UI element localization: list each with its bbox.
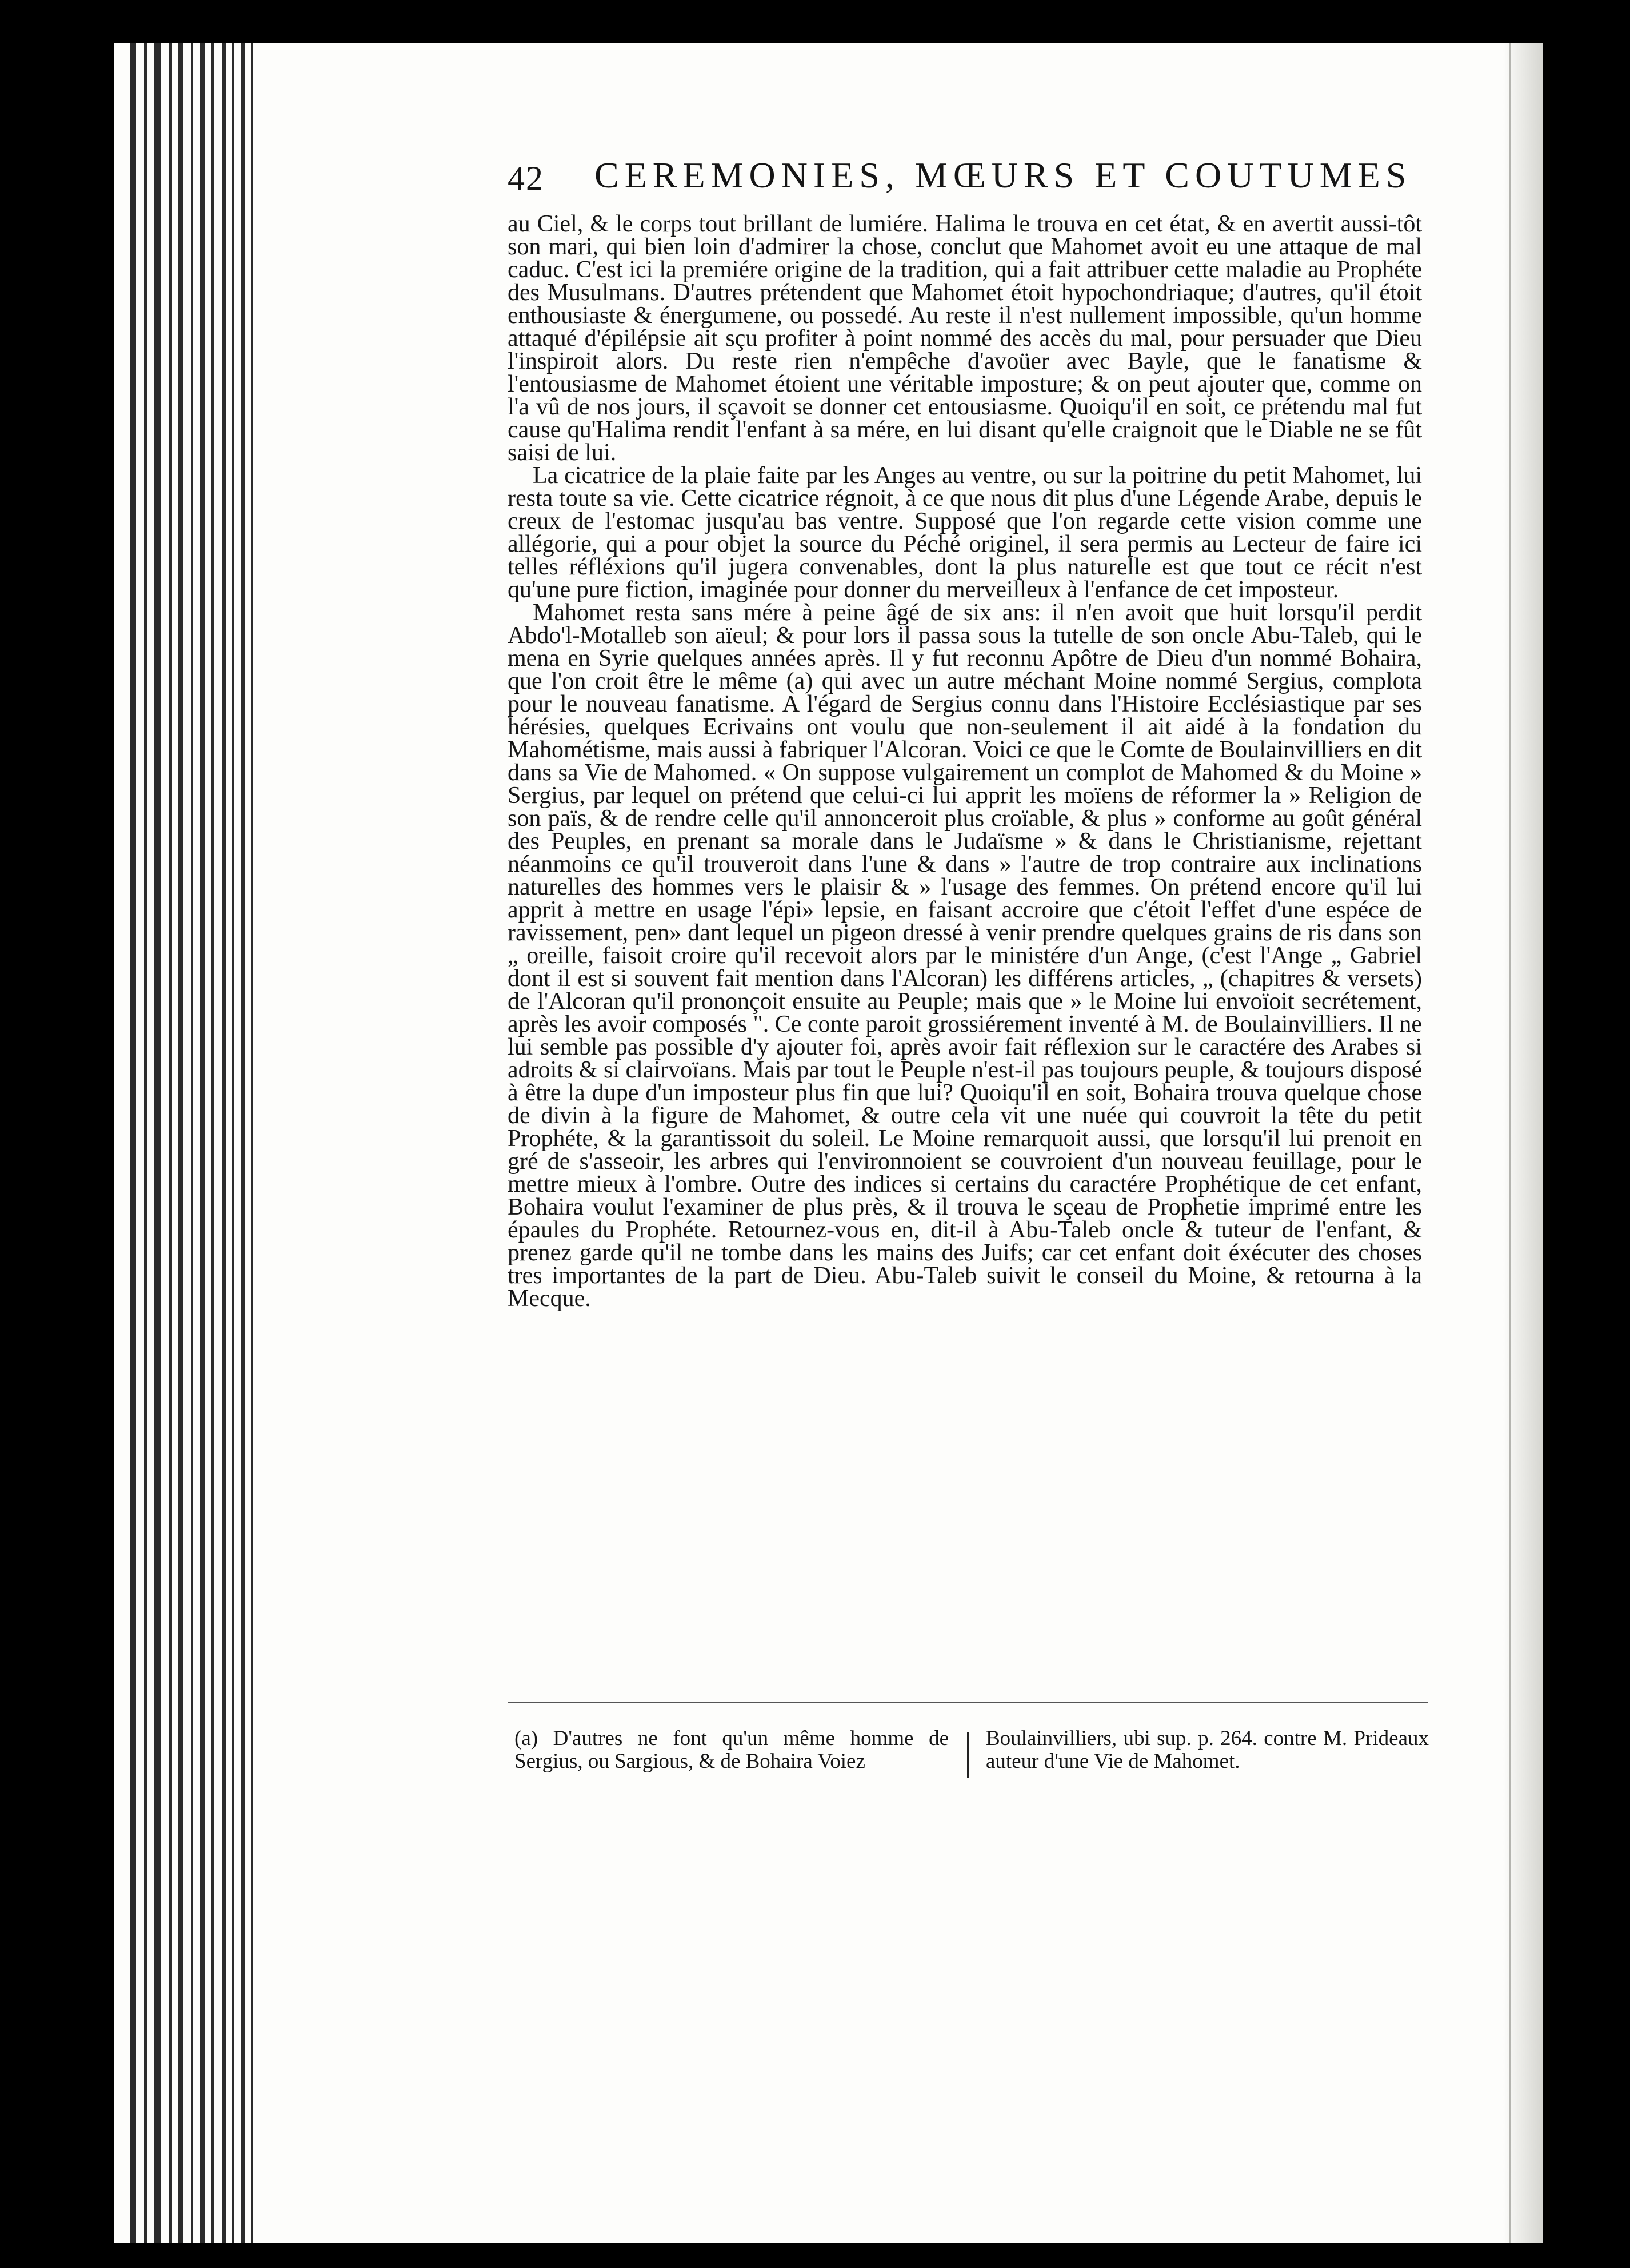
page-number: 42 <box>508 159 544 197</box>
footnote-separator <box>967 1732 969 1778</box>
running-title: CEREMONIES, MŒURS ET COUTUMES <box>594 155 1412 195</box>
paragraph-3: Mahomet resta sans mére à peine âgé de six ans: il n'en avoit que huit lorsqu'il perdit Abdo'l-Motalleb son aïeul; & pour lors il passa sous la tutelle de son oncle Abu-Taleb, qui le mena en Syrie quelques années après. Il y fut reconnu Apôtre de Dieu d'un nommé Bohaira, que l'on croit être le même (a) qui avec un autre méchant Moine nommé Sergius, complota pour le nouveau fanatisme. A l'égard de Sergius connu dans l'Histoire Ecclésiastique par ses hérésies, quelques Ecrivains ont voulu que non-seulement il ait aidé à la fondation du Mahométisme, mais aussi à fabriquer l'Alcoran. Voici ce que le Comte de Boulainvilliers en dit dans sa Vie de Mahomed. « On suppose vulgairement un complot de Mahomed & du Moine » Sergius, par lequel on prétend que celui-ci lui apprit les moïens de réformer la » Religion de son païs, & de rendre celle qu'il annonceroit plus croïable, & plus » conforme au goût général des Peuples, en prenant sa morale dans le Judaïsme » & dans le Christianisme, rejettant néanmoins ce qu'il trouveroit dans l'une & dans » l'autre de trop contraire aux inclinations naturelles des hommes vers le plaisir & » l'usage des femmes. On prétend encore qu'il lui apprit à mettre en usage l'épi» lepsie, en faisant accroire que c'étoit l'effet d'une espéce de ravissement, pen» dant lequel un pigeon dressé à venir prendre quelques grains de ris dans son „ oreille, faisoit croire qu'il recevoit alors par le ministére d'un Ange, (c'est l'Ange „ Gabriel dont il est si souvent fait mention dans l'Alcoran) les différens articles, „ (chapitres & versets) de l'Alcoran qu'il prononçoit ensuite au Peuple; mais que » le Moine lui envoïoit secrétement, après les avoir composés ". Ce conte paroit grossiérement inventé à M. de Boulainvilliers. Il ne lui semble pas possible d'y ajouter foi, après avoir fait réflexion sur le caractére des Arabes si adroits & si clairvoïans. Mais par tout le Peuple n'est-il pas toujours peuple, & toujours disposé à être la dupe d'un imposteur plus fin que lui? Quoiqu'il en soit, Bohaira trouva quelque chose de divin à la figure de Mahomet, & outre cela vit une nuée qui couvroit la tête du petit Prophéte, & la garantissoit du soleil. Le Moine remarquoit aussi, que lorsqu'il lui prenoit en gré de s'asseoir, les arbres qui l'environnoient se couvroient d'un nouveau feuillage, pour le mettre mieux à l'ombre. Outre des indices si certains du caractére Prophétique de cet enfant, Bohaira voulut l'examiner de plus près, & il trouva le sçeau de Prophetie imprimé entre les épaules du Prophéte. Retournez-vous en, dit-il à Abu-Taleb oncle & tuteur de l'enfant, & prenez garde qu'il ne tombe dans les mains des Juifs; car cet enfant doit éxécuter des choses tres importantes de la part de Dieu. Abu-Taleb suivit le conseil du Moine, & retourna à la Mecque. <box>508 600 1422 1312</box>
paragraph-1: au Ciel, & le corps tout brillant de lumiére. Halima le trouva en cet état, & en avertit aussi-tôt son mari, qui bien loin d'admirer la chose, conclut que Mahomet avoit eu une attaque de mal caduc. C'est ici la premiére origine de la tradition, qui a fait attribuer cette maladie au Prophéte des Musulmans. D'autres prétendent que Mahomet étoit hypochondriaque; d'autres, qu'il étoit enthousiaste & énergumene, ou possedé. Au reste il n'est nullement impossible, qu'un homme attaqué d'épilépsie ait sçu profiter à point nommé des accès du mal, pour persuader que Dieu l'inspiroit alors. Du reste rien n'empêche d'avoüer avec Bayle, que le fanatisme & l'entousiasme de Mahomet étoient une véritable imposture; & on peut ajouter que, comme on l'a vû de nos jours, il sçavoit se donner cet entousiasme. Quoiqu'il en soit, ce prétendu mal fut cause qu'Halima rendit l'enfant à sa mére, en lui disant qu'elle craignoit que le Diable ne se fût saisi de lui. <box>508 211 1422 466</box>
footnote-left: (a) D'autres ne font qu'un même homme de Sergius, ou Sargious, & de Bohaira Voiez <box>514 1727 949 1773</box>
footnote-right: Boulainvilliers, ubi sup. p. 264. contre M. Prideaux auteur d'une Vie de Mahomet. <box>986 1727 1429 1773</box>
fold-line <box>1509 43 1511 2243</box>
page-edges <box>114 43 274 2243</box>
main-text <box>508 213 1422 1310</box>
footnote-rule <box>508 1702 1428 1703</box>
paragraph-2: La cicatrice de la plaie faite par les Anges au ventre, ou sur la poitrine du petit Mahomet, lui resta toute sa vie. Cette cicatrice régnoit, à ce que nous dit plus d'une Légende Arabe, depuis le creux de l'estomac jusqu'au bas ventre. Supposé que l'on regarde cette vision comme une allégorie, qui a pour objet la source du Péché originel, il sera permis au Lecteur de faire ici telles réfléxions qu'il jugera convenables, dont la plus naturelle est que tout ce récit n'est qu'une pure fiction, imaginée pour donner du merveilleux à l'enfance de cet imposteur. <box>508 462 1422 603</box>
